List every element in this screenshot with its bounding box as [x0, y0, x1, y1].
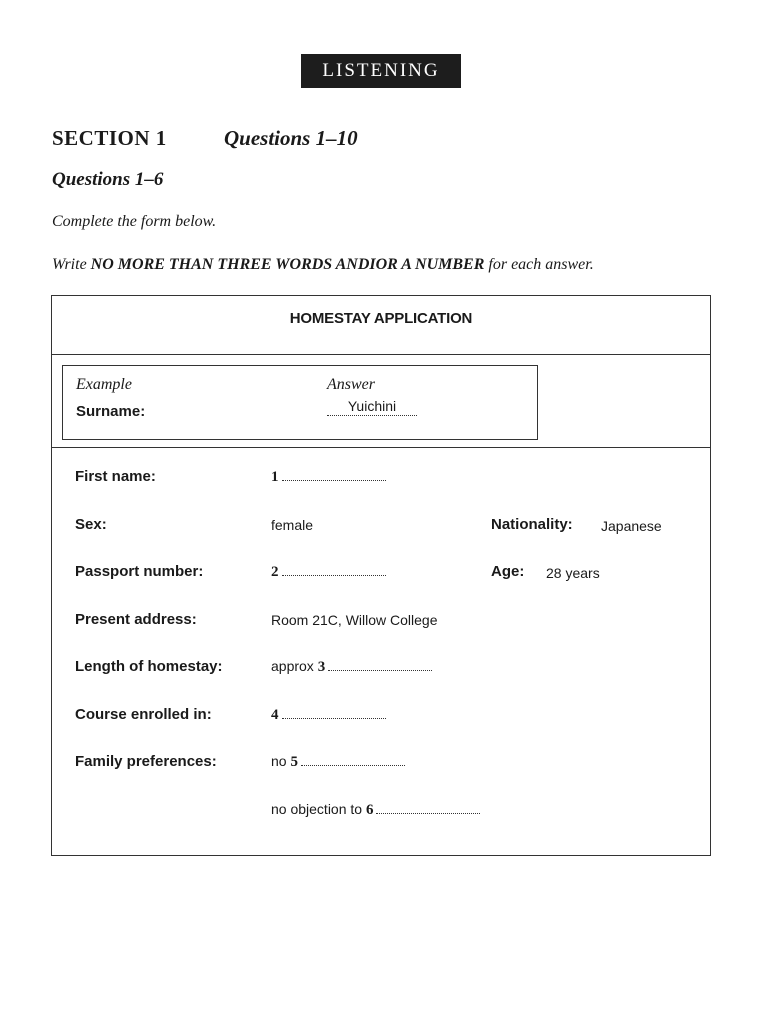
instruction-complete-form: Complete the form below. — [52, 213, 217, 230]
question-number: 3 — [317, 659, 326, 675]
question-number: 1 — [271, 469, 279, 485]
answer-blank[interactable] — [328, 669, 432, 671]
listening-badge: LISTENING — [301, 54, 461, 88]
section-questions: Questions 1–10 — [224, 126, 358, 150]
answer-blank[interactable] — [301, 764, 405, 766]
sex-value: female — [271, 517, 314, 533]
form-divider-example — [52, 447, 710, 448]
length-prefix: approx — [271, 658, 314, 674]
form-title: HOMESTAY APPLICATION — [289, 310, 473, 327]
instruction-post: for each answer. — [484, 256, 594, 273]
example-answer-heading: Answer — [327, 376, 375, 393]
instruction-word-limit — [52, 256, 594, 274]
form-divider-top — [52, 354, 710, 355]
first-name-answer[interactable] — [271, 468, 386, 486]
age-label: Age: — [491, 563, 525, 580]
course-label: Course enrolled in: — [75, 706, 212, 723]
nationality-label: Nationality: — [491, 516, 573, 533]
passport-answer[interactable] — [271, 563, 386, 581]
first-name-label: First name: — [75, 468, 156, 485]
answer-blank[interactable] — [282, 717, 386, 719]
length-label: Length of homestay: — [75, 658, 223, 675]
length-answer[interactable] — [271, 658, 432, 676]
family-prefix: no — [271, 753, 287, 769]
question-number: 4 — [271, 707, 279, 723]
nationality-value: Japanese — [601, 518, 662, 534]
question-number: 6 — [365, 802, 374, 818]
sex-label: Sex: — [75, 516, 107, 533]
passport-label: Passport number: — [75, 563, 204, 580]
example-label: Example — [76, 376, 132, 393]
family-label: Family preferences: — [75, 753, 217, 770]
instruction-pre: Write — [52, 256, 91, 273]
address-value: Room 21C, Willow College — [271, 612, 438, 628]
example-surname-label: Surname: — [76, 403, 146, 420]
homestay-form — [51, 295, 711, 856]
example-answer: Yuichini — [327, 398, 417, 416]
question-number: 2 — [271, 564, 279, 580]
answer-blank[interactable] — [282, 479, 386, 481]
answer-blank[interactable] — [282, 574, 386, 576]
example-box — [62, 365, 538, 440]
address-label: Present address: — [75, 611, 197, 628]
age-value: 28 years — [546, 565, 600, 581]
family-answer[interactable] — [271, 753, 405, 771]
section-title: SECTION 1 — [52, 126, 167, 150]
course-answer[interactable] — [271, 706, 386, 724]
instruction-limit: NO MORE THAN THREE WORDS ANDIOR A NUMBER — [90, 256, 485, 273]
question-number: 5 — [290, 754, 298, 770]
section-heading — [52, 126, 358, 151]
subsection-questions: Questions 1–6 — [52, 169, 164, 190]
objection-prefix: no objection to — [271, 801, 363, 817]
objection-answer[interactable] — [271, 801, 480, 819]
answer-blank[interactable] — [376, 812, 480, 814]
